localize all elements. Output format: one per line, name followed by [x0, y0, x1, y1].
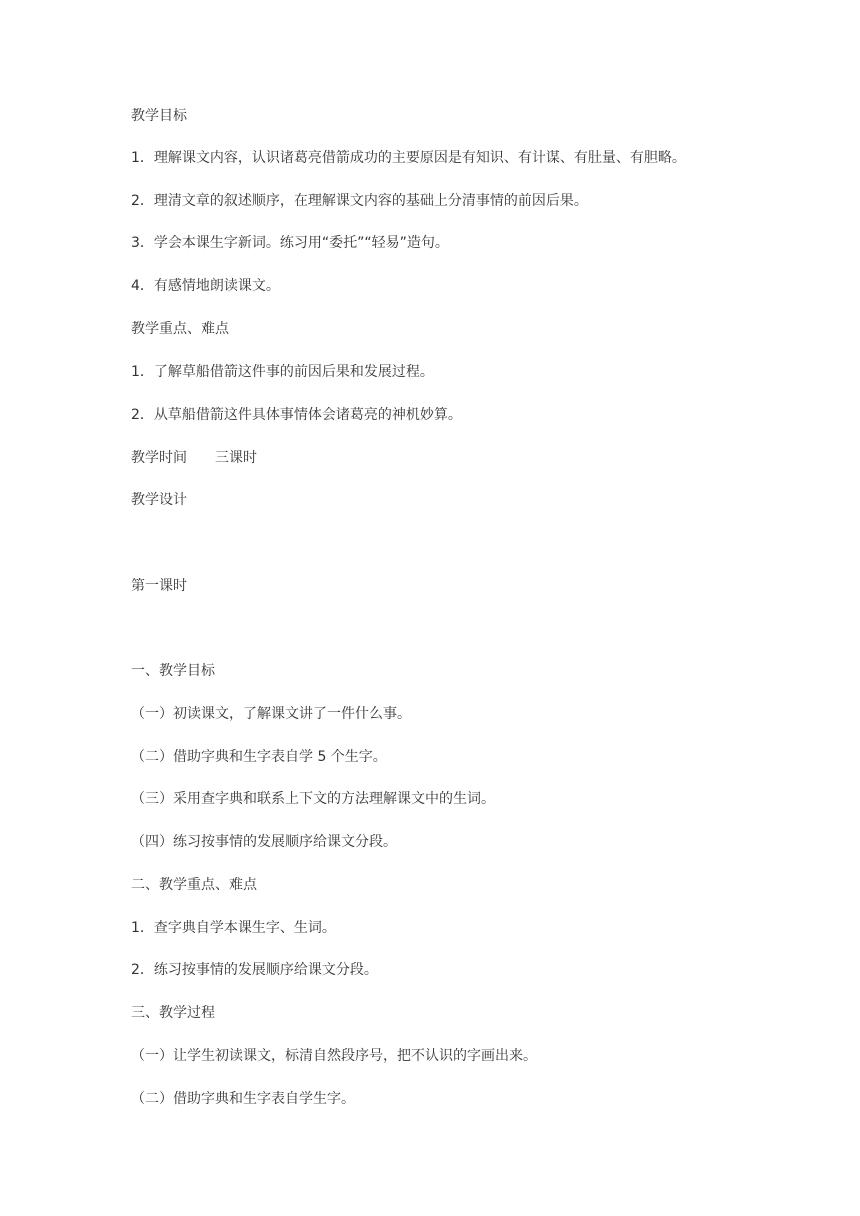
lesson-key-point-item-2: 2．练习按事情的发展顺序给课文分段。: [131, 962, 378, 978]
goal-item-3: 3．学会本课生字新词。练习用“委托”“轻易”造句。: [131, 235, 449, 251]
lesson-key-point-item-1: 1．查字典自学本课生字、生词。: [131, 920, 336, 936]
section-heading-teaching-design: 教学设计: [131, 492, 187, 508]
lesson-goal-item-2: （二）借助字典和生字表自学 5 个生字。: [131, 749, 387, 765]
lesson-goal-item-3: （三）采用查字典和联系上下文的方法理解课文中的生词。: [131, 791, 495, 807]
lesson-heading-first: 第一课时: [131, 578, 187, 594]
subheading-key-points: 二、教学重点、难点: [131, 877, 257, 893]
process-step-2: （二）借助字典和生字表自学生字。: [131, 1091, 355, 1107]
process-step-1: （一）让学生初读课文，标清自然段序号，把不认识的字画出来。: [131, 1048, 537, 1064]
goal-item-4: 4．有感情地朗读课文。: [131, 278, 280, 294]
key-point-item-1: 1．了解草船借箭这件事的前因后果和发展过程。: [131, 364, 434, 380]
goal-item-2: 2．理清文章的叙述顺序，在理解课文内容的基础上分清事情的前因后果。: [131, 193, 588, 209]
subheading-teaching-process: 三、教学过程: [131, 1005, 215, 1021]
teaching-time: 教学时间 三课时: [131, 450, 257, 466]
goal-item-1: 1．理解课文内容，认识诸葛亮借箭成功的主要原因是有知识、有计谋、有肚量、有胆略。: [131, 150, 686, 166]
section-heading-key-points: 教学重点、难点: [131, 321, 229, 337]
section-heading-teaching-goals: 教学目标: [131, 108, 187, 124]
subheading-teaching-goals: 一、教学目标: [131, 663, 215, 679]
lesson-goal-item-4: （四）练习按事情的发展顺序给课文分段。: [131, 834, 397, 850]
key-point-item-2: 2．从草船借箭这件具体事情体会诸葛亮的神机妙算。: [131, 407, 462, 423]
lesson-goal-item-1: （一）初读课文，了解课文讲了一件什么事。: [131, 706, 411, 722]
